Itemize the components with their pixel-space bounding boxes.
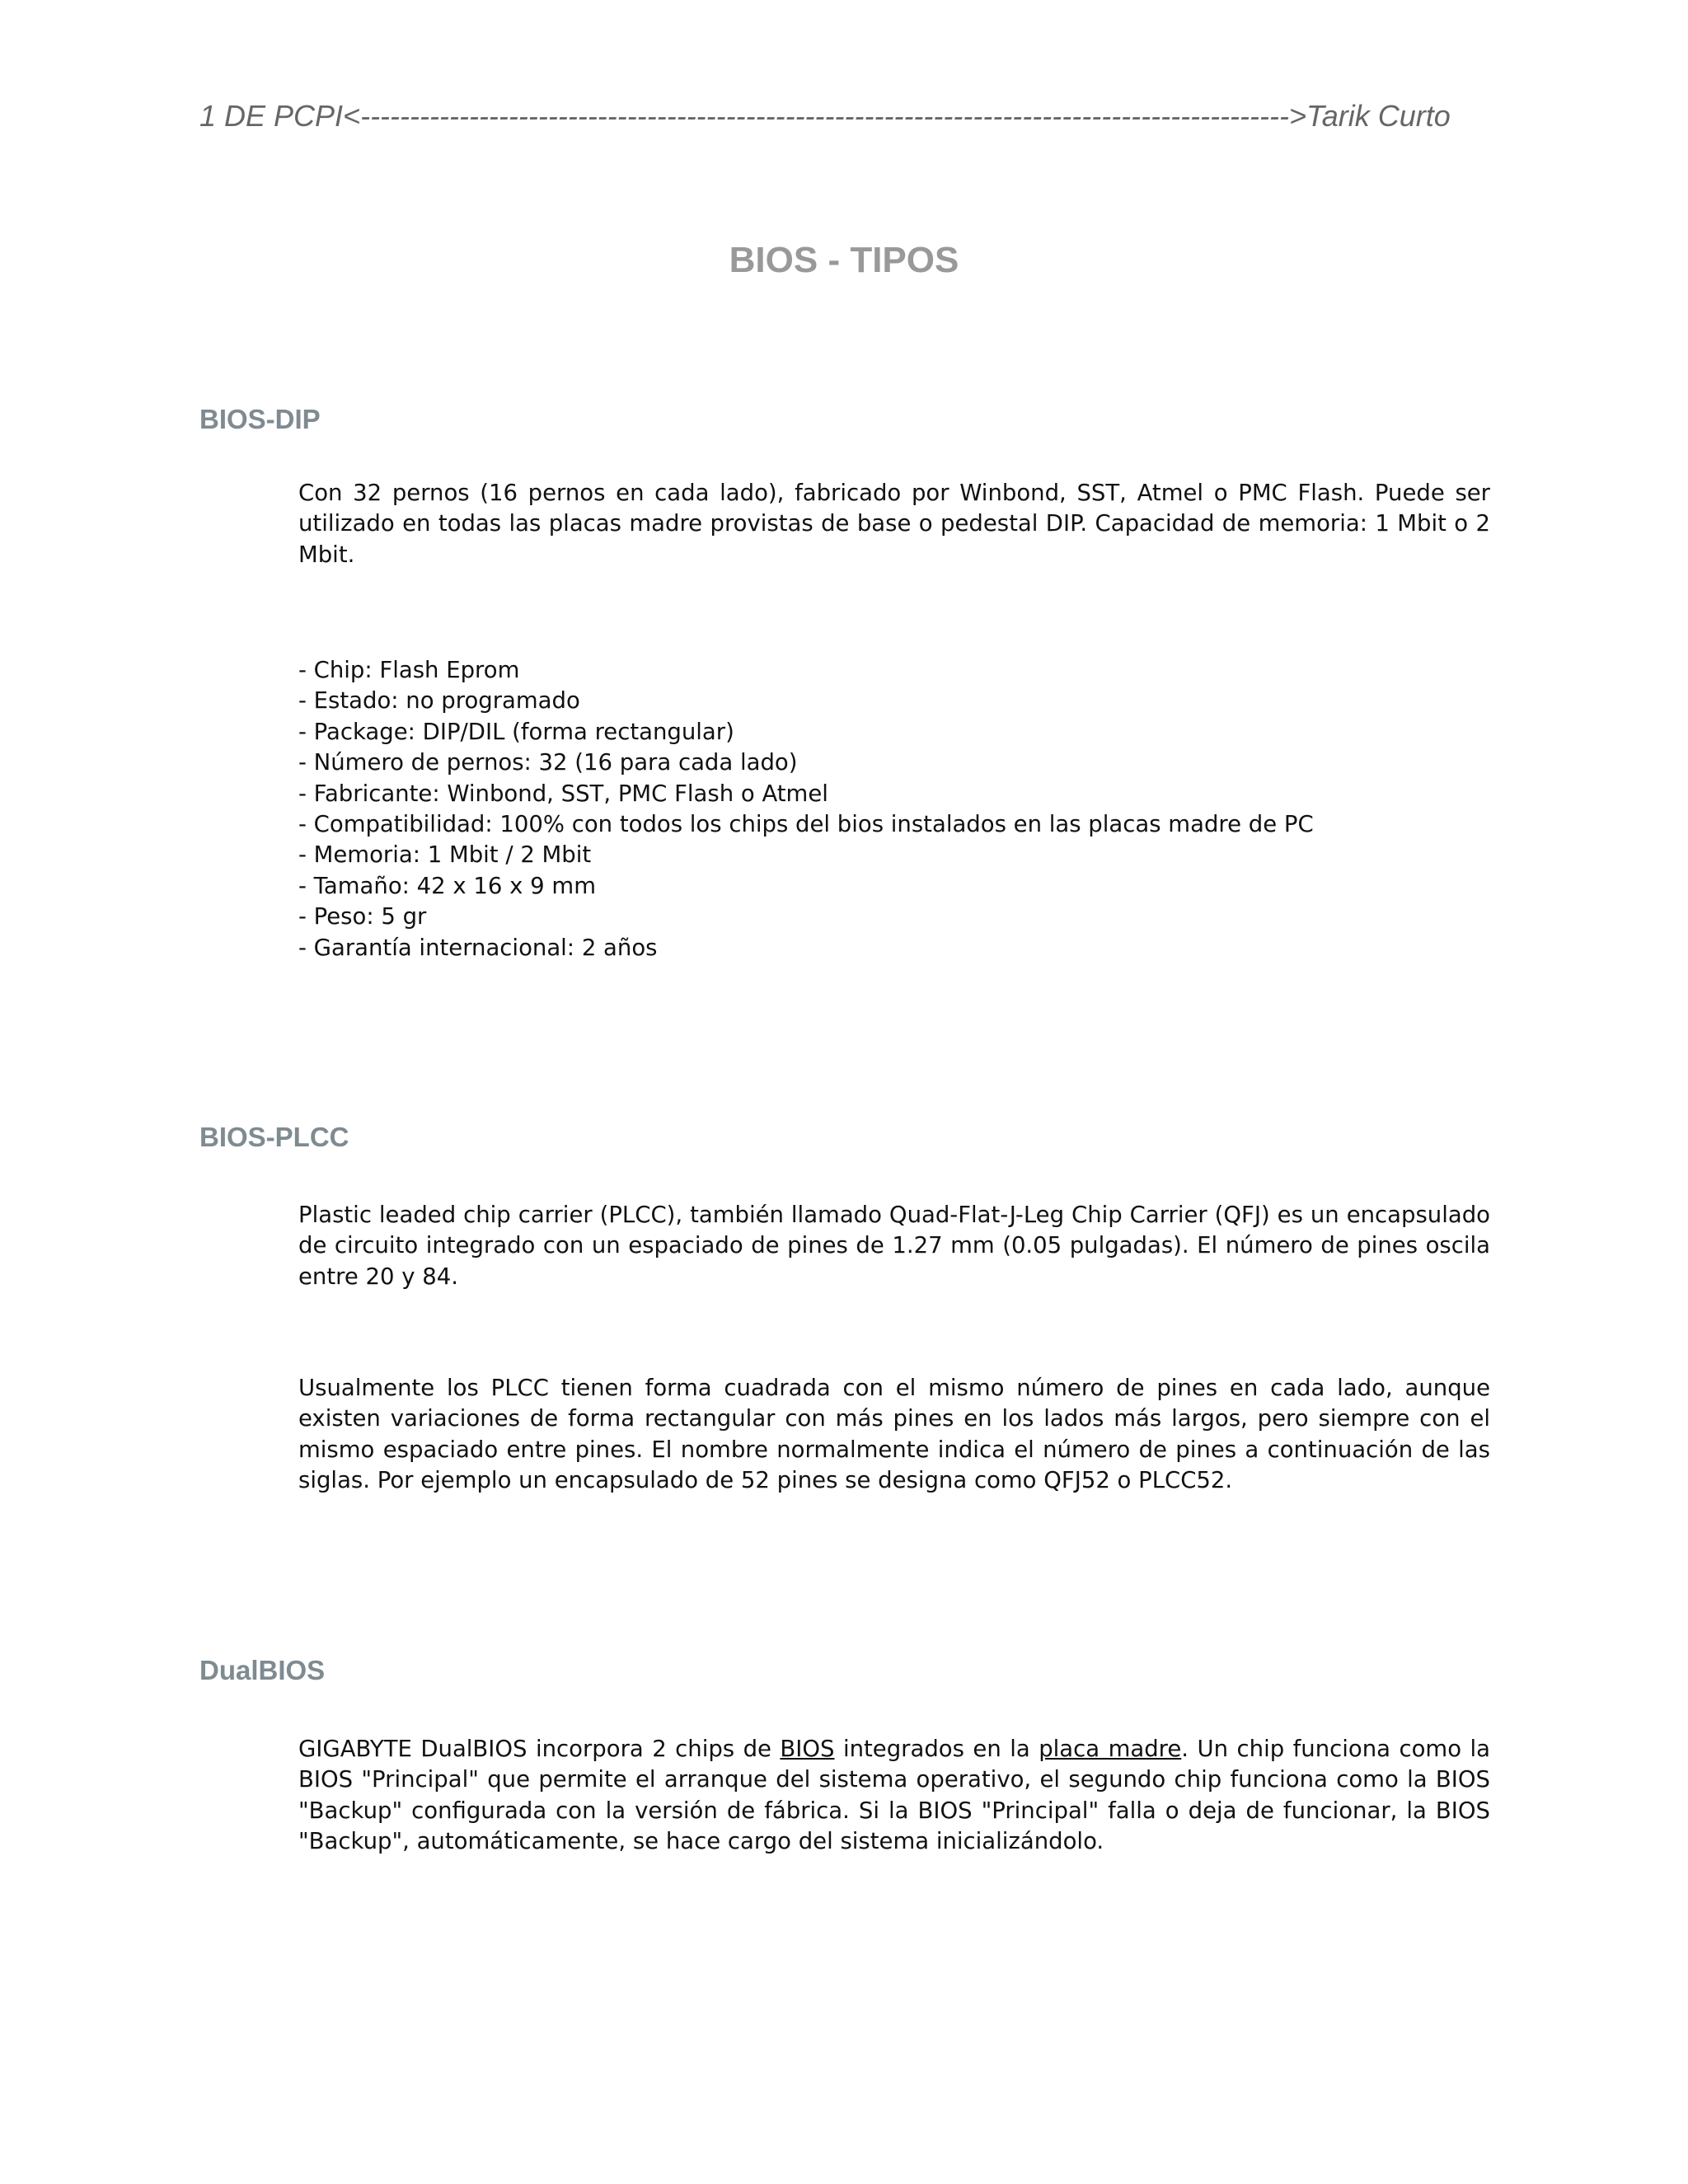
dualbios-text-c: . Un chip funciona como la BIOS "Principal" que permite el arranque del sistema operativo, el segundo chip funciona como la BIOS "Backup" configurada con la versión de fábrica. Si la BIOS "Principal" falla o deja de funcionar, la BIOS "Backup", automáticamente, se hace cargo del sistema inicializándolo.	[298, 1736, 1490, 1855]
spec-item: - Peso: 5 gr	[298, 903, 427, 930]
bios-link[interactable]: BIOS	[780, 1736, 835, 1762]
spec-item: - Package: DIP/DIL (forma rectangular)	[298, 718, 734, 745]
bios-plcc-paragraph-1: Plastic leaded chip carrier (PLCC), también llamado Quad-Flat-J-Leg Chip Carrier (QFJ) es un encapsulado de circuito integrado con un espaciado de pines de 1.27 mm (0.05 pulgadas). El número de pines oscila entre 20 y 84.	[298, 1202, 1490, 1290]
page-header: 1 DE PCPI<---------------------------------------------------------------------------------------------->Tarik Curto	[199, 99, 1451, 133]
page-title: BIOS - TIPOS	[729, 240, 959, 280]
bios-plcc-paragraph-2: Usualmente los PLCC tienen forma cuadrada con el mismo número de pines en cada lado, aunque existen variaciones de forma rectangular con más pines en los lados más largos, pero siempre con el mismo espaciado entre pines. El nombre normalmente indica el número de pines a continuación de las siglas. Por ejemplo un encapsulado de 52 pines se designa como QFJ52 o PLCC52.	[298, 1375, 1490, 1494]
spec-item: - Memoria: 1 Mbit / 2 Mbit	[298, 841, 592, 869]
section-heading-bios-plcc: BIOS-PLCC	[199, 1122, 349, 1152]
bios-dip-intro-paragraph: Con 32 pernos (16 pernos en cada lado), fabricado por Winbond, SST, Atmel o PMC Flash. Puede ser utilizado en todas las placas madre provistas de base o pedestal DIP. Capacidad de memoria: 1 Mbit o 2 Mbit.	[298, 480, 1490, 568]
section-heading-dualbios: DualBIOS	[199, 1655, 326, 1685]
dualbios-text-b: integrados en la	[834, 1736, 1039, 1762]
spec-item: - Compatibilidad: 100% con todos los chips del bios instalados en las placas madre de PC	[298, 811, 1314, 838]
spec-item: - Chip: Flash Eprom	[298, 657, 520, 683]
spec-item: - Estado: no programado	[298, 687, 580, 715]
dualbios-text-a: GIGABYTE DualBIOS incorpora 2 chips de	[298, 1736, 781, 1762]
placa-madre-link[interactable]: placa madre	[1039, 1736, 1182, 1762]
section-heading-bios-dip: BIOS-DIP	[199, 404, 321, 434]
dualbios-paragraph	[298, 1734, 1490, 1858]
spec-item: - Garantía internacional: 2 años	[298, 934, 658, 961]
spec-item: - Tamaño: 42 x 16 x 9 mm	[298, 872, 596, 899]
spec-item: - Fabricante: Winbond, SST, PMC Flash o Atmel	[298, 780, 828, 807]
spec-item: - Número de pernos: 32 (16 para cada lado)	[298, 749, 798, 776]
bios-dip-spec-list	[298, 655, 1490, 963]
